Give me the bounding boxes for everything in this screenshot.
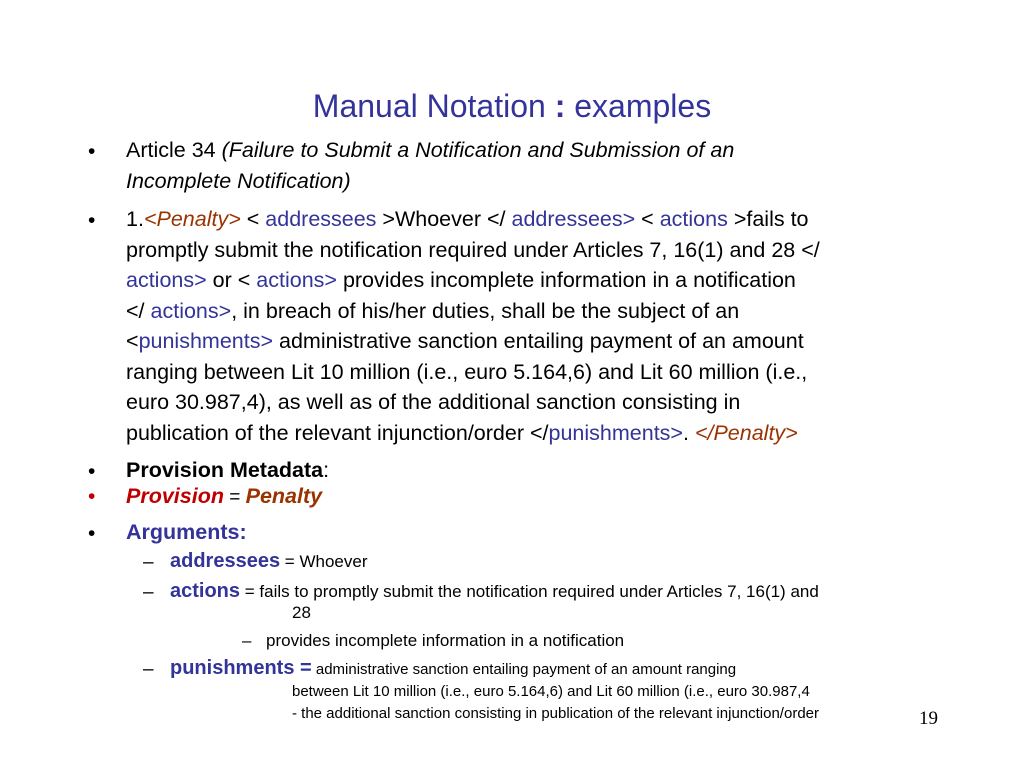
punishments-continuation-1: between Lit 10 million (i.e., euro 5.164,6) and Lit 60 million (i.e., euro 30.987,4: [292, 683, 810, 700]
bullet-arguments: •: [88, 522, 96, 545]
title-sub: examples: [565, 88, 712, 124]
metadata-colon: :: [323, 458, 330, 482]
title-main: Manual Notation: [312, 88, 555, 124]
provision-value: Penalty: [245, 484, 323, 508]
article-title-1: (Failure to Submit a Notification and Submission of an: [221, 138, 735, 162]
arg-addressees: [170, 550, 367, 573]
actions-value: = fails to promptly submit the notification required under Articles 7, 16(1) and: [240, 582, 819, 601]
text-fragment: provides incomplete information in a notification: [336, 268, 796, 292]
actions-close-tag: actions>: [126, 268, 207, 292]
actions-continuation: 28: [292, 603, 311, 622]
punishments-tag: punishments>: [138, 329, 274, 353]
addressees-close-tag: addressees>: [511, 207, 636, 231]
text-fragment: or <: [206, 268, 257, 292]
actions-sub-value: provides incomplete information in a notification: [266, 631, 625, 650]
metadata-label: Provision Metadata: [126, 458, 324, 482]
bullet-provision: •: [88, 485, 96, 508]
text-fragment: <: [126, 329, 139, 353]
text-line: euro 30.987,4), as well as of the additional sanction consisting in: [126, 390, 741, 414]
addressees-label: addressees: [170, 550, 281, 572]
punishments-label: punishments =: [170, 657, 312, 679]
text-fragment: </: [126, 298, 151, 323]
text-line: ranging between Lit 10 million (i.e., euro 5.164,6) and Lit 60 million (i.e.,: [126, 359, 808, 384]
text-fragment: >fails to: [727, 207, 809, 231]
article-title-2: Incomplete Notification): [126, 168, 351, 193]
provision-line: [126, 481, 322, 514]
text-fragment: , in breach of his/her duties, shall be the subject of an: [231, 298, 740, 323]
text-fragment: <: [635, 207, 660, 231]
provision-label: Provision: [126, 484, 224, 508]
actions-tag: actions: [659, 207, 728, 231]
addressees-value: = Whoever: [280, 552, 368, 571]
text-fragment: >Whoever </: [376, 207, 512, 231]
item-number: 1.: [126, 207, 144, 231]
page-number: 19: [919, 708, 938, 729]
actions-close-tag: actions>: [150, 298, 232, 323]
provision-text: [126, 204, 820, 448]
dash-actions-sub: –: [242, 631, 252, 650]
text-fragment: <: [240, 207, 266, 231]
provision-equals: =: [223, 487, 246, 508]
dash-punishments: –: [143, 659, 154, 680]
actions-label: actions: [170, 580, 241, 602]
arg-actions: [170, 580, 819, 603]
addressees-tag: addressees: [265, 207, 377, 231]
text-line: promptly submit the notification required under Articles 7, 16(1) and 28 </: [126, 237, 820, 262]
title-colon: :: [554, 88, 566, 124]
arg-punishments: [170, 657, 736, 681]
bullet-article: •: [88, 140, 96, 163]
text-fragment: administrative sanction entailing payment of an amount: [273, 329, 804, 353]
text-fragment: publication of the relevant injunction/order </: [126, 420, 549, 445]
article-label: Article 34: [126, 138, 222, 162]
penalty-close-tag: </Penalty>: [694, 420, 798, 445]
punishments-close-tag: punishments>: [548, 420, 683, 445]
penalty-open-tag: <Penalty>: [143, 207, 241, 231]
article-text: [126, 135, 734, 196]
bullet-metadata: •: [88, 460, 96, 483]
dash-addressees: –: [143, 552, 154, 573]
text-fragment: .: [682, 420, 695, 445]
arguments-heading: Arguments:: [126, 520, 247, 544]
punishments-continuation-2: - the additional sanction consisting in publication of the relevant injunction/order: [292, 705, 819, 722]
slide-title: [0, 88, 1024, 125]
bullet-provision-text: •: [88, 209, 96, 232]
punishments-value: administrative sanction entailing payment of an amount ranging: [311, 661, 737, 678]
dash-actions: –: [143, 582, 154, 603]
actions-tag: actions>: [256, 268, 337, 292]
